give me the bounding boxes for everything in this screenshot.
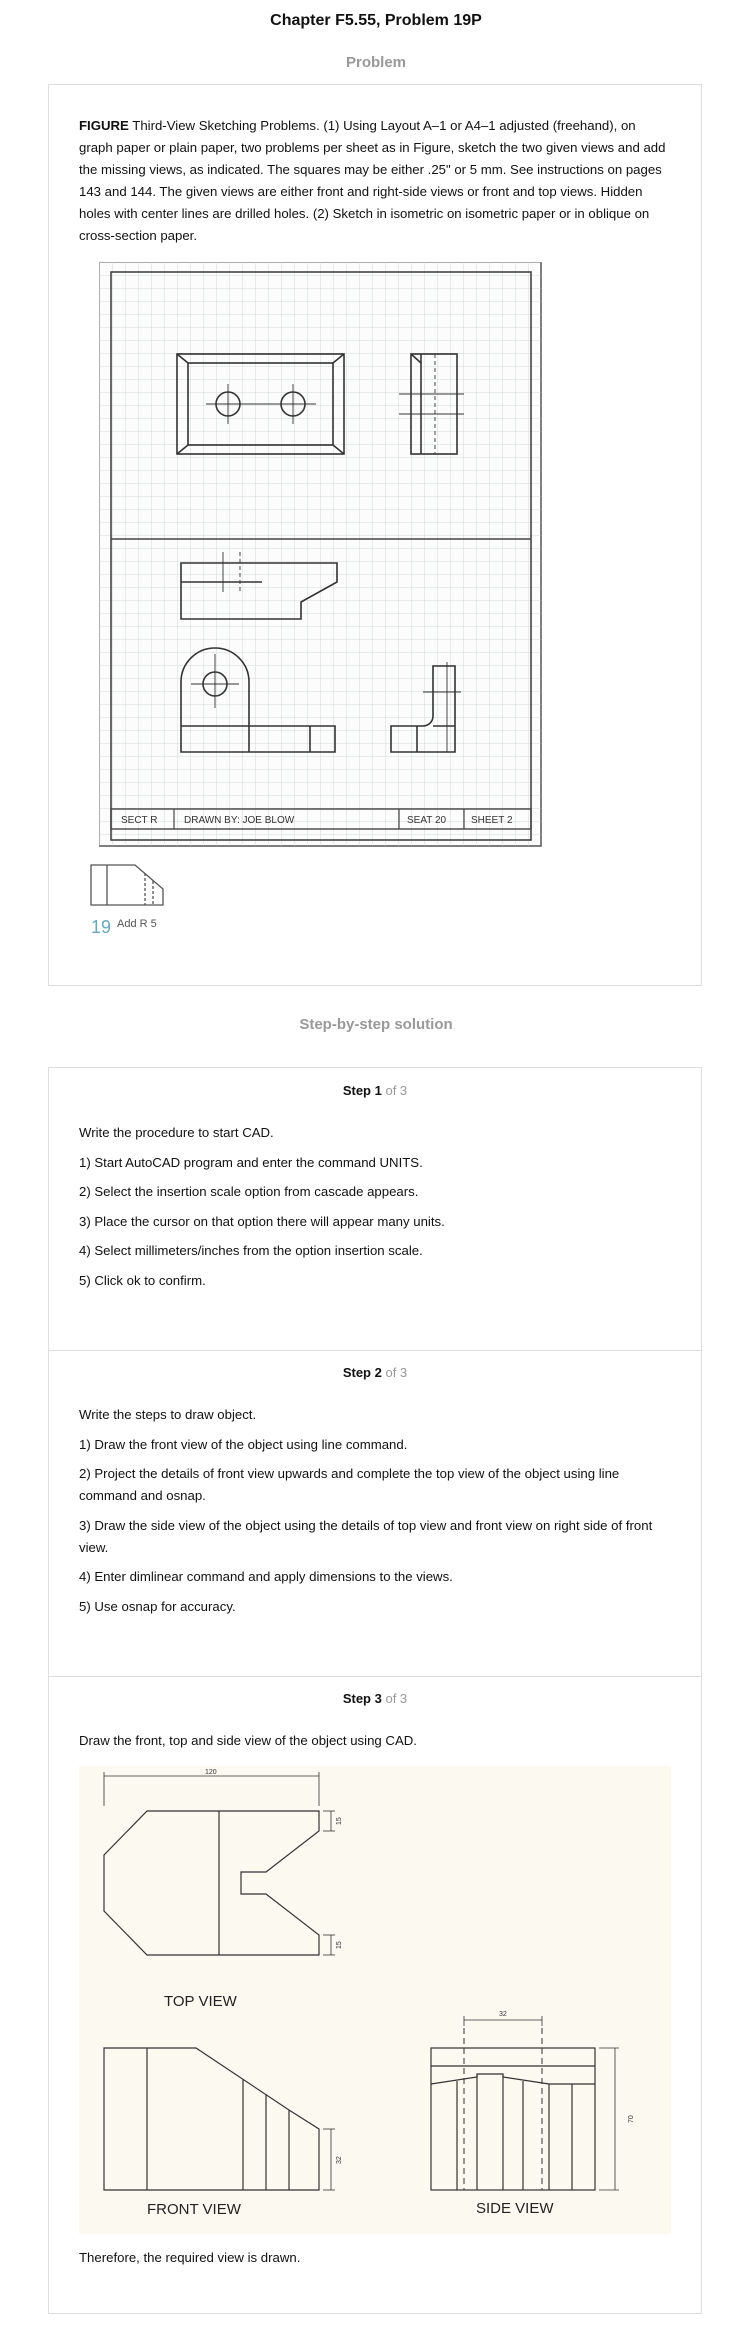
title-block-drawn-by: DRAWN BY: JOE BLOW — [184, 815, 295, 826]
solution-card — [48, 1067, 702, 2314]
step-1-line-1: 1) Start AutoCAD program and enter the command UNITS. — [79, 1154, 423, 1170]
title-block-sheet: SHEET 2 — [471, 815, 513, 826]
problem-19-sketch — [83, 855, 213, 955]
step-2-intro: Write the steps to draw object. — [79, 1407, 257, 1422]
problem-section-title: Problem — [345, 54, 406, 71]
dim-front-height: 32 — [336, 2156, 343, 2164]
solution-section-title: Step-by-step solution — [299, 1016, 453, 1033]
problem-number: 19 — [91, 917, 112, 937]
step-1-label: Step 1 — [342, 1083, 382, 1098]
step-2-line-1: 1) Draw the front view of the object using line command. — [79, 1436, 408, 1452]
side-view-label: SIDE VIEW — [476, 2200, 554, 2217]
step-2 — [49, 1350, 701, 1677]
step-2-of: of 3 — [385, 1365, 408, 1380]
step-2-line-5: 5) Use osnap for accuracy. — [79, 1598, 236, 1614]
problem-card — [48, 84, 702, 986]
step-1-line-4: 4) Select millimeters/inches from the option insertion scale. — [79, 1243, 423, 1258]
dim-slot-top: 15 — [336, 1817, 343, 1825]
problem-note: Add R 5 — [117, 918, 157, 930]
problem-text: Third-View Sketching Problems. (1) Using Layout A–1 or A4–1 adjusted (freehand), on graph paper or plain paper, two problems per sheet as in Figure, sketch the two given views and add the missing views, as indicated. The squares may be either .25" or 5 mm. See instructions on pages 143 and 144. The given views are either front and right-side views or front and top views. Hidden holes with center lines are drilled holes. (2) Sketch in isometric on isometric paper or in oblique on cross-section paper. — [79, 118, 666, 243]
step-1-line-3: 3) Place the cursor on that option there will appear many units. — [79, 1213, 445, 1229]
step-2-line-2: 2) Project the details of front view upwards and complete the top view of the object using line command and osnap. — [79, 1466, 620, 1503]
problem-statement — [79, 115, 667, 247]
step-3-outro: Therefore, the required view is drawn. — [79, 2250, 301, 2265]
step-3-of: of 3 — [385, 1691, 408, 1706]
problem-figure — [99, 262, 593, 926]
title-block-sect: SECT R — [121, 815, 158, 826]
dim-width: 120 — [205, 1769, 217, 1776]
step-1-of: of 3 — [385, 1083, 408, 1098]
step-1-line-2: 2) Select the insertion scale option from cascade appears. — [79, 1184, 419, 1199]
figure-label: FIGURE — [79, 118, 129, 133]
title-block-seat: SEAT 20 — [407, 815, 447, 826]
step-3 — [49, 1676, 701, 2313]
step-2-line-3: 3) Draw the side view of the object using the details of top view and front view on right side of front view. — [79, 1517, 653, 1555]
step-3-intro: Draw the front, top and side view of the object using CAD. — [79, 1733, 417, 1748]
top-view-label: TOP VIEW — [164, 1993, 237, 2010]
step-1 — [49, 1068, 701, 1351]
dim-slot-bottom: 15 — [336, 1941, 343, 1949]
step-1-intro: Write the procedure to start CAD. — [79, 1125, 274, 1140]
dim-side-height: 70 — [628, 2115, 635, 2123]
step-3-intro-wrap — [79, 1730, 671, 1760]
dim-side-width: 32 — [499, 2011, 507, 2018]
step-1-line-5: 5) Click ok to confirm. — [79, 1272, 206, 1288]
step-2-heading — [49, 1365, 701, 1380]
cad-drawing — [79, 1766, 671, 2234]
chapter-title: Chapter F5.55, Problem 19P — [270, 12, 482, 29]
step-3-label: Step 3 — [342, 1691, 382, 1706]
step-1-body — [79, 1122, 671, 1299]
step-2-label: Step 2 — [342, 1365, 382, 1380]
step-3-heading — [49, 1691, 701, 1706]
step-2-line-4: 4) Enter dimlinear command and apply dimensions to the views. — [79, 1569, 453, 1584]
front-view-label: FRONT VIEW — [147, 2201, 241, 2218]
step-1-heading — [49, 1083, 701, 1098]
step-2-body — [79, 1404, 671, 1625]
